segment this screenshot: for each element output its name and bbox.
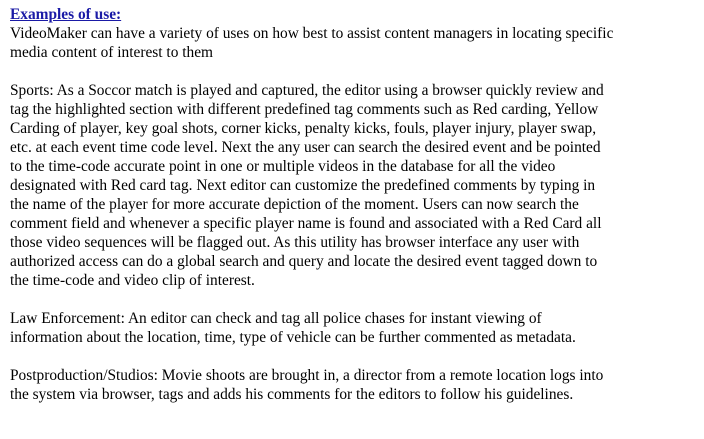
- text-line: the name of the player for more accurate depiction of the moment. Users can now search the: [10, 196, 579, 213]
- intro-paragraph: [10, 24, 700, 62]
- text-line: tag the highlighted section with different predefined tag comments such as Red carding, Yellow: [10, 101, 599, 118]
- paragraph-spacer: [10, 290, 700, 309]
- text-line: comment field and whenever a specific player name is found and associated with a Red Card all: [10, 215, 602, 232]
- text-line: authorized access can do a global search and query and locate the desired event tagged down to: [10, 253, 598, 270]
- text-line: media content of interest to them: [10, 44, 214, 61]
- text-line: those video sequences will be flagged out. As this utility has browser interface any user with: [10, 234, 580, 251]
- sports-paragraph: [10, 81, 700, 290]
- text-line: the system via browser, tags and adds his comments for the editors to follow his guidelines.: [10, 386, 574, 403]
- paragraph-spacer: [10, 62, 700, 81]
- text-line: etc. at each event time code level. Next the any user can search the desired event and be pointed: [10, 139, 601, 156]
- text-line: Law Enforcement: An editor can check and tag all police chases for instant viewing of: [10, 310, 542, 327]
- text-line: designated with Red card tag. Next editor can customize the predefined comments by typing in: [10, 177, 596, 194]
- text-line: Postproduction/Studios: Movie shoots are brought in, a director from a remote location logs into: [10, 367, 604, 384]
- section-heading: Examples of use:: [10, 6, 122, 23]
- paragraph-spacer: [10, 347, 700, 366]
- text-line: Carding of player, key goal shots, corner kicks, penalty kicks, fouls, player injury, player swap,: [10, 120, 597, 137]
- document-body: [10, 5, 700, 404]
- text-line: Sports: As a Soccor match is played and captured, the editor using a browser quickly review and: [10, 82, 604, 99]
- text-line: to the time-code accurate point in one or multiple videos in the database for all the video: [10, 158, 556, 175]
- text-line: VideoMaker can have a variety of uses on how best to assist content managers in locating specific: [10, 25, 614, 42]
- law-enforcement-paragraph: [10, 309, 700, 347]
- text-line: the time-code and video clip of interest.: [10, 272, 255, 289]
- postproduction-paragraph: [10, 366, 700, 404]
- text-line: information about the location, time, type of vehicle can be further commented as metadata.: [10, 329, 576, 346]
